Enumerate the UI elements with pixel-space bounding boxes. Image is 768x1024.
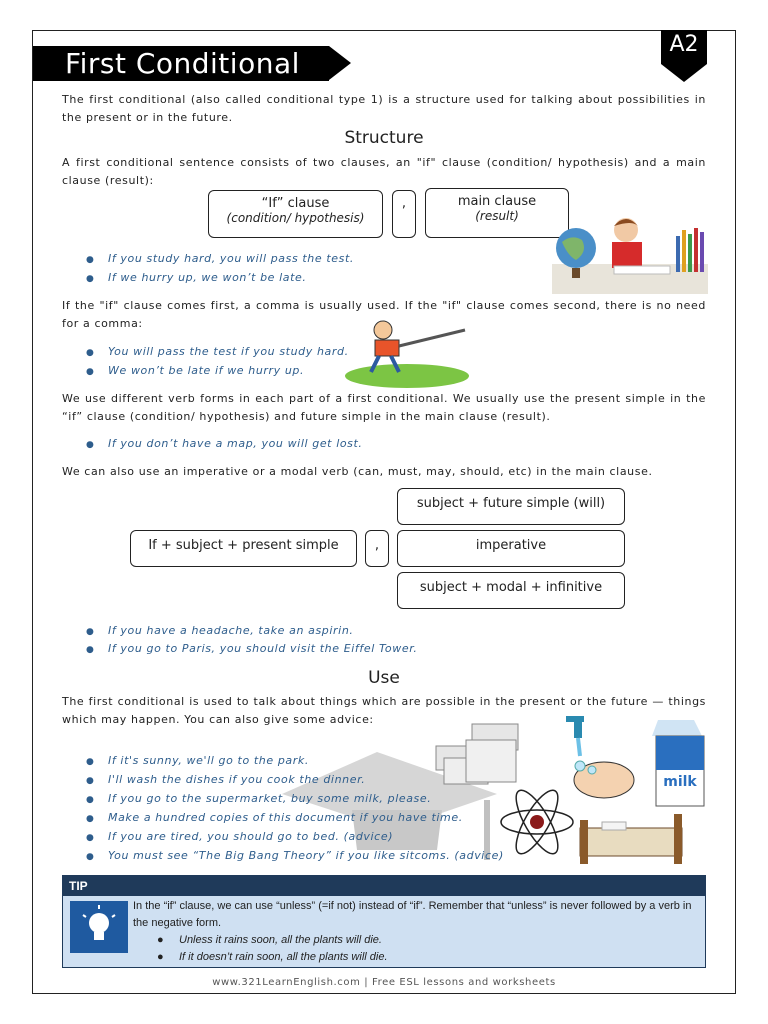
- example-text: I'll wash the dishes if you cook the dinner.: [108, 773, 366, 786]
- tip-example: [133, 949, 699, 966]
- list-item: [86, 792, 431, 805]
- if-clause-sublabel: (condition/ hypothesis): [226, 211, 365, 225]
- example-text: If you study hard, you will pass the test.: [108, 252, 354, 265]
- tip-example-text: Unless it rains soon, all the plants will die.: [179, 934, 382, 946]
- example-text: If you have a headache, take an aspirin.: [108, 624, 354, 637]
- example-text: If it's sunny, we'll go to the park.: [108, 754, 309, 767]
- footer-site-link[interactable]: www.321LearnEnglish.com: [212, 977, 361, 988]
- structure-heading: Structure: [344, 128, 424, 148]
- papers-icon: [436, 724, 518, 784]
- comma-rule-text: If the "if" clause comes first, a comma is usually used. If the "if" clause comes second, there is no need for a comma:: [62, 299, 706, 330]
- svg-text:milk: milk: [663, 774, 697, 790]
- main-clause-sublabel: (result): [475, 209, 519, 223]
- tip-text: In the “if” clause, we can use “unless” (=if not) instead of “if”. Remember that “unless” is never followed by a verb in the negative form.: [133, 900, 692, 929]
- list-item: [86, 811, 463, 824]
- bullet-icon: ●: [86, 255, 95, 265]
- main-clause-label: main clause: [457, 194, 537, 209]
- boy-studying-illustration: [552, 200, 708, 294]
- list-item: [86, 271, 307, 284]
- bullet-icon: ●: [157, 934, 164, 946]
- if-clause-box: [208, 190, 383, 238]
- bullet-icon: ●: [157, 951, 164, 963]
- list-item: [86, 642, 417, 655]
- bed-icon: [580, 814, 682, 864]
- bullet-icon: ●: [86, 367, 95, 377]
- use-text: The first conditional is used to talk about things which are possible in the present or the future — things which may happen. You can also give some advice:: [62, 695, 706, 726]
- example-text: You will pass the test if you study hard.: [108, 345, 349, 358]
- example-text: We won’t be late if we hurry up.: [108, 364, 305, 377]
- atom-icon: [501, 785, 573, 859]
- comma-box: ,: [392, 190, 416, 238]
- tip-box: [62, 875, 706, 968]
- modal-box: subject + modal + infinitive: [397, 572, 625, 609]
- bullet-icon: ●: [86, 833, 95, 843]
- example-text: If you go to the supermarket, buy some milk, please.: [108, 792, 432, 805]
- list-item: [86, 252, 354, 265]
- intro-text: The first conditional (also called conditional type 1) is a structure used for talking about possibilities in the present or in the future.: [62, 93, 706, 124]
- bullet-icon: ●: [86, 440, 95, 450]
- level-label: A2: [669, 32, 699, 57]
- if-subject-box: If + subject + present simple: [130, 530, 357, 567]
- bullet-icon: ●: [86, 757, 95, 767]
- bullet-icon: ●: [86, 795, 95, 805]
- bullet-icon: ●: [86, 274, 95, 284]
- list-item: [86, 773, 365, 786]
- structure-text: A first conditional sentence consists of two clauses, an "if" clause (condition/ hypothesis) and a main clause (result):: [62, 156, 706, 187]
- washing-hands-icon: [566, 716, 634, 798]
- tip-content: [133, 898, 699, 966]
- if-clause-label: “If” clause: [261, 196, 330, 211]
- comma-box-2: ,: [365, 530, 389, 567]
- running-kid-illustration: [345, 318, 475, 390]
- milk-carton-icon: [652, 720, 704, 806]
- lightbulb-icon: [70, 901, 128, 953]
- example-text: If you are tired, you should go to bed. (advice): [108, 830, 394, 843]
- list-item: [86, 364, 304, 377]
- example-text: You must see “The Big Bang Theory” if you like sitcoms. (advice): [108, 849, 504, 862]
- verb-forms-text: We use different verb forms in each part of a first conditional. We usually use the present simple in the “if” clause (condition/ hypothesis) and future simple in the main clause (result).: [62, 392, 706, 423]
- list-item: [86, 830, 393, 843]
- page-title: First Conditional: [33, 46, 329, 81]
- list-item: [86, 437, 363, 450]
- list-item: [86, 754, 309, 767]
- use-illustrations: [262, 710, 708, 870]
- example-text: Make a hundred copies of this document if you have time.: [108, 811, 463, 824]
- use-heading: Use: [368, 668, 400, 688]
- list-item: [86, 849, 504, 862]
- bullet-icon: ●: [86, 348, 95, 358]
- future-simple-box: subject + future simple (will): [397, 488, 625, 525]
- list-item: [86, 345, 349, 358]
- example-text: If you don’t have a map, you will get lost.: [108, 437, 363, 450]
- imperative-box: imperative: [397, 530, 625, 567]
- list-item: [86, 624, 353, 637]
- bullet-icon: ●: [86, 852, 95, 862]
- tip-header: TIP: [63, 876, 705, 896]
- example-text: If we hurry up, we won’t be late.: [108, 271, 307, 284]
- bullet-icon: ●: [86, 814, 95, 824]
- tip-example: [133, 932, 699, 949]
- footer: [0, 977, 768, 988]
- example-text: If you go to Paris, you should visit the Eiffel Tower.: [108, 642, 418, 655]
- bullet-icon: ●: [86, 645, 95, 655]
- main-clause-box: [425, 188, 569, 238]
- bullet-icon: ●: [86, 627, 95, 637]
- footer-separator: |: [364, 977, 369, 988]
- title-arrow: [329, 46, 351, 80]
- footer-tagline: Free ESL lessons and worksheets: [372, 977, 556, 988]
- modal-text: We can also use an imperative or a modal verb (can, must, may, should, etc) in the main clause.: [62, 465, 653, 478]
- bullet-icon: ●: [86, 776, 95, 786]
- tip-example-text: If it doesn’t rain soon, all the plants will die.: [179, 951, 388, 963]
